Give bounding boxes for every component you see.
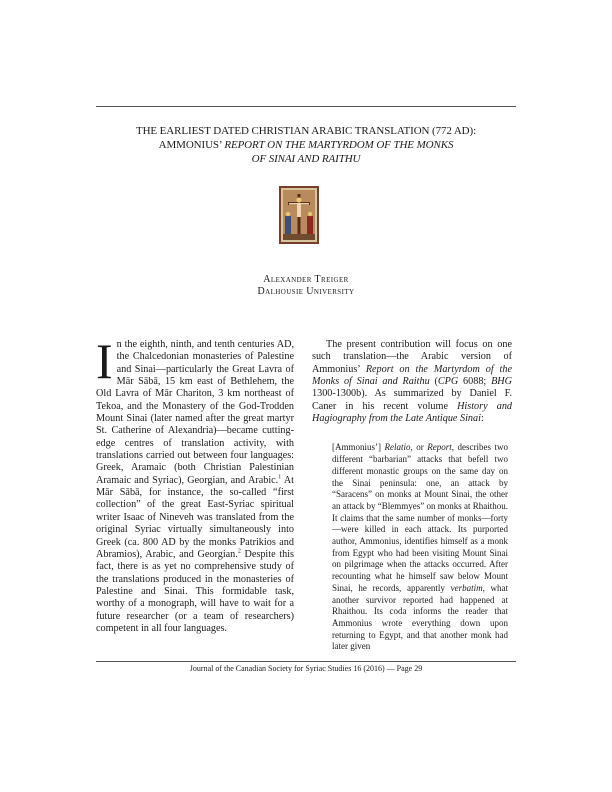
footnote-ref-2[interactable]: 2: [237, 548, 241, 555]
title-line-2-italic: REPORT ON THE MARTYRDOM OF THE MONKS: [224, 139, 454, 151]
footer-rule: [96, 661, 516, 662]
article-title: [96, 124, 516, 166]
p1-text-g: 1300-1300b). As summarized by Daniel F. Caner in his recent volume: [312, 388, 512, 412]
p1-bhg: BHG: [491, 376, 512, 388]
quote-text-c: , or: [410, 442, 428, 453]
p1-report-title: Report on the Martyrdom of the Monks of Sinai and Raithu: [312, 363, 512, 388]
intro-text-1: n the eighth, ninth, and tenth centuries AD, the Chalcedonian monasteries of Palestine and Sinai—particularly the Great Lavra of Mār Sābā, 15 km east of Bethlehem, the Old Lavra of Mār Chariton, 3 km northeast of Tekoa, and the Monastery of the God-Trodden Mount Sinai (later named after the great martyr St. Catherine of Alexandria)—became cutting-edge centres of translation activity, with translations carried out between four languages: Greek, Aramaic (both Christian Palestinian Aramaic and Syriac), Georgian, and Arabic.: [96, 339, 294, 486]
p1-cpg: CPG: [437, 376, 459, 388]
title-line-3-italic: OF SINAI AND RAITHU: [251, 153, 361, 165]
page-footer: Journal of the Canadian Society for Syriac Studies 16 (2016) — Page 29: [189, 664, 423, 673]
quote-text-g: , what another survivor reported had happened at Rhaithou. Its coda informs the reader that Ammonius wrote everything down upon returning to Egypt, and that another monk had later given: [332, 582, 508, 652]
intro-text-2: At Mār Sābā, for instance, the so-called “first collection” of the great East-Syriac spiritual writer Isaac of Nineveh was translated from the original Syriac virtually simultaneously into Greek (ca. 800 AD by the monks Patrikios and Abramios), Arabic, and Georgian.: [96, 474, 295, 560]
p1-text-i: :: [480, 413, 484, 425]
quote-relatio: Relatio: [384, 442, 411, 453]
p1-text-a: The present contribution will focus on one such translation—the Arabic version of Ammonius’: [312, 339, 512, 375]
title-line-2-prefix: AMMONIUS’: [158, 139, 225, 151]
contribution-paragraph: [312, 339, 512, 425]
intro-paragraph: [96, 333, 295, 635]
title-line-1: THE EARLIEST DATED CHRISTIAN ARABIC TRANSLATION (772 AD):: [135, 125, 477, 137]
left-column: [96, 333, 295, 635]
quote-text-a: [Ammonius’]: [332, 442, 385, 453]
author-name: Alexander Treiger: [263, 274, 349, 285]
author-block: [96, 274, 516, 298]
quote-report: Report: [427, 442, 452, 453]
p1-text-e: 6088;: [458, 376, 492, 388]
author-affiliation: Dalhousie University: [257, 286, 355, 297]
quote-verbatim: verbatim: [450, 582, 483, 593]
footnote-ref-1[interactable]: 1: [278, 474, 282, 481]
drop-cap: I: [96, 333, 113, 389]
crucifixion-icon: [279, 186, 319, 244]
quote-text-e: , describes two different “barbarian” attacks that befell two different monastic groups on the same day on the Sinai peninsula: one, an attack by “Saracens” on monks at Mount Sinai, the other an attack by “Blemmyes” on monks at Rhaithou. It claims that the same number of monks—forty—were killed in each attack. Its purported author, Ammonius, identifies himself as a monk from Egypt who had been visiting Mount Sinai on pilgrimage when the attacks occurred. After recounting what he himself saw below Mount Sinai, he records, apparently: [332, 442, 508, 593]
title-line-3: [96, 152, 516, 166]
block-quote: [332, 442, 508, 653]
title-line-2: [96, 138, 516, 152]
right-column: [312, 339, 512, 653]
p1-book-title: History and Hagiography from the Late Antique Sinai: [312, 400, 513, 425]
intro-text-3: Despite this fact, there is as yet no comprehensive study of the translations produced in the monasteries of Palestine and Sinai. This formidable task, worthy of a monograph, will have to wait for a future researcher (or a team of researchers) competent in all four languages.: [96, 548, 294, 634]
header-rule: [96, 106, 516, 107]
p1-text-c: (: [429, 376, 438, 388]
